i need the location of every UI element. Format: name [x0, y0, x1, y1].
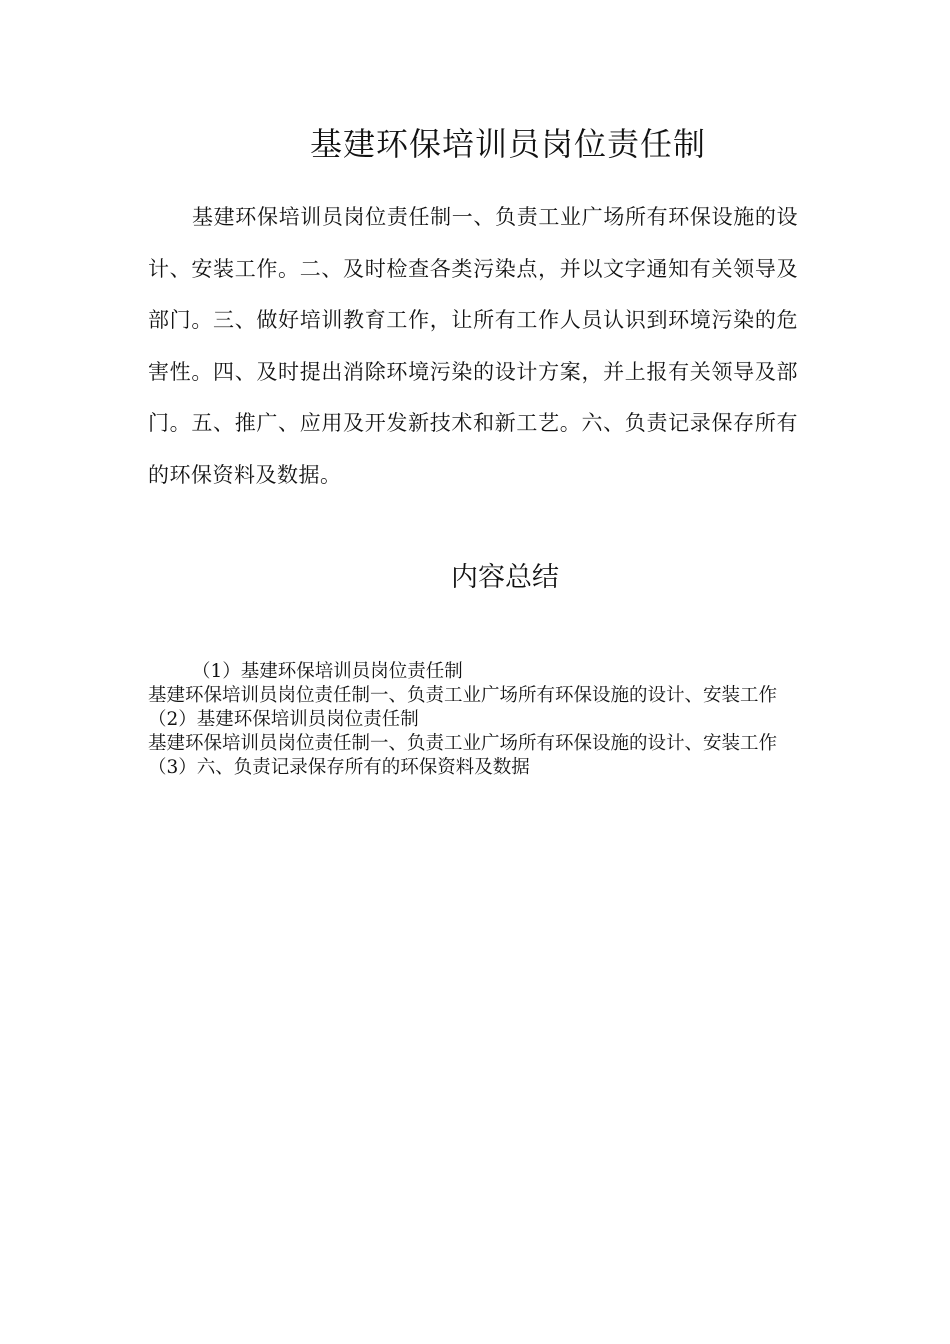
document-body-paragraph: 基建环保培训员岗位责任制一、负责工业广场所有环保设施的设计、安装工作。二、及时检查各类污染点，并以文字通知有关领导及部门。三、做好培训教育工作，让所有工作人员认识到环境污染的危害性。四、及时提出消除环境污染的设计方案，并上报有关领导及部门。五、推广、应用及开发新技术和新工艺。六、负责记录保存所有的环保资料及数据。 — [148, 205, 798, 487]
summary-title: 内容总结 — [451, 562, 559, 593]
summary-item-3-heading: （3）六、负责记录保存所有的环保资料及数据 — [148, 757, 530, 778]
summary-item-2-text: 基建环保培训员岗位责任制一、负责工业广场所有环保设施的设计、安装工作 — [148, 733, 778, 754]
summary-item-1-heading: （1）基建环保培训员岗位责任制 — [192, 661, 463, 682]
summary-item-1-text: 基建环保培训员岗位责任制一、负责工业广场所有环保设施的设计、安装工作 — [148, 685, 778, 706]
document-title: 基建环保培训员岗位责任制 — [309, 125, 706, 163]
summary-item-2-heading: （2）基建环保培训员岗位责任制 — [148, 709, 419, 730]
summary-section — [148, 660, 798, 780]
